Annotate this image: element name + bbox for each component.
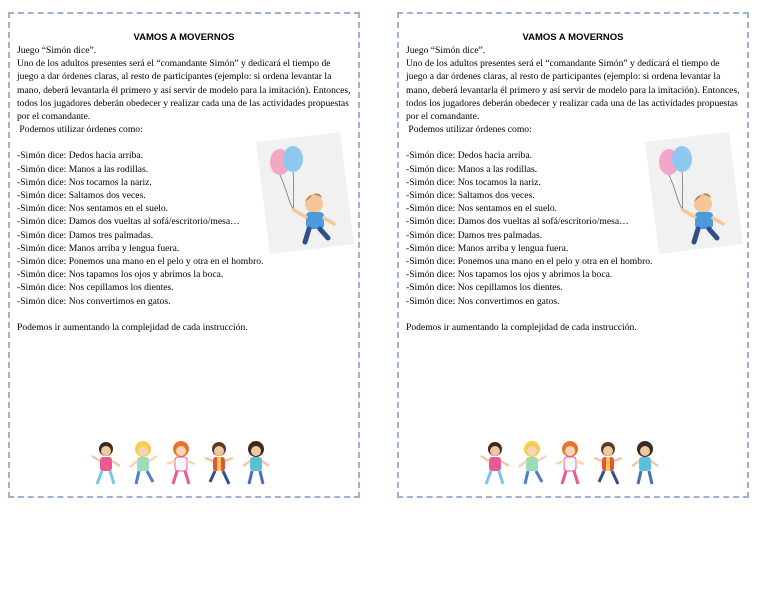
orders-label: Podemos utilizar órdenes como: xyxy=(17,124,143,136)
order-item: -Simón dice: Manos arriba y lengua fuera. xyxy=(406,242,569,254)
order-item: -Simón dice: Nos sentamos en el suelo. xyxy=(406,203,558,215)
order-item: -Simón dice: Nos convertimos en gatos. xyxy=(406,295,560,307)
order-item: -Simón dice: Saltamos dos veces. xyxy=(17,190,146,202)
order-item: -Simón dice: Nos tapamos los ojos y abrimos la boca. xyxy=(17,269,224,281)
closing-text: Podemos ir aumentando la complejidad de cada instrucción. xyxy=(17,321,248,333)
activity-card-left xyxy=(8,12,360,498)
intro-paragraph: Uno de los adultos presentes será el “comandante Simón” y dedicará el tiempo de juego a dar órdenes claras, al resto de participantes (ejemplo: si ordena levantar la mano, deberá levantarla él primero y así servir de modelo para la imitación). Entonces, todos los jugadores deberán obedecer y realizar cada una de las actividades propuestas por el comandante. xyxy=(406,58,740,123)
intro-paragraph: Uno de los adultos presentes será el “comandante Simón” y dedicará el tiempo de juego a dar órdenes claras, al resto de participantes (ejemplo: si ordena levantar la mano, deberá levantarla él primero y así servir de modelo para la imitación). Entonces, todos los jugadores deberán obedecer y realizar cada una de las actividades propuestas por el comandante. xyxy=(17,58,351,123)
order-item: -Simón dice: Manos a las rodillas. xyxy=(406,163,538,175)
order-item: -Simón dice: Nos tapamos los ojos y abrimos la boca. xyxy=(406,269,613,281)
order-item: -Simón dice: Damos tres palmadas. xyxy=(17,229,154,241)
card-title: VAMOS A MOVERNOS xyxy=(522,32,624,43)
card-title: VAMOS A MOVERNOS xyxy=(133,32,235,43)
order-item: -Simón dice: Damos tres palmadas. xyxy=(406,229,543,241)
orders-label: Podemos utilizar órdenes como: xyxy=(406,124,532,136)
dancing-kids-icon xyxy=(88,440,278,492)
boy-with-balloons-icon xyxy=(637,132,745,254)
order-item: -Simón dice: Nos sentamos en el suelo. xyxy=(17,203,169,215)
dancing-kids-icon xyxy=(477,440,667,492)
order-item: -Simón dice: Ponemos una mano en el pelo y otra en el hombro. xyxy=(406,256,653,268)
order-item: -Simón dice: Nos tocamos la nariz. xyxy=(406,176,541,188)
order-item: -Simón dice: Nos cepillamos los dientes. xyxy=(406,282,563,294)
game-name: Juego “Simón dice”. xyxy=(406,45,486,56)
order-item: -Simón dice: Dedos hacia arriba. xyxy=(406,150,533,162)
order-item: -Simón dice: Nos cepillamos los dientes. xyxy=(17,282,174,294)
order-item: -Simón dice: Damos dos vueltas al sofá/escritorio/mesa… xyxy=(17,216,240,228)
closing-text: Podemos ir aumentando la complejidad de cada instrucción. xyxy=(406,321,637,333)
order-item: -Simón dice: Damos dos vueltas al sofá/escritorio/mesa… xyxy=(406,216,629,228)
order-item: -Simón dice: Manos arriba y lengua fuera. xyxy=(17,242,180,254)
order-item: -Simón dice: Nos convertimos en gatos. xyxy=(17,295,171,307)
game-name: Juego “Simón dice”. xyxy=(17,45,97,56)
order-item: -Simón dice: Saltamos dos veces. xyxy=(406,190,535,202)
order-item: -Simón dice: Manos a las rodillas. xyxy=(17,163,149,175)
activity-card-right xyxy=(397,12,749,498)
order-item: -Simón dice: Dedos hacia arriba. xyxy=(17,150,144,162)
order-item: -Simón dice: Nos tocamos la nariz. xyxy=(17,176,152,188)
order-item: -Simón dice: Ponemos una mano en el pelo y otra en el hombro. xyxy=(17,256,264,268)
boy-with-balloons-icon xyxy=(248,132,356,254)
